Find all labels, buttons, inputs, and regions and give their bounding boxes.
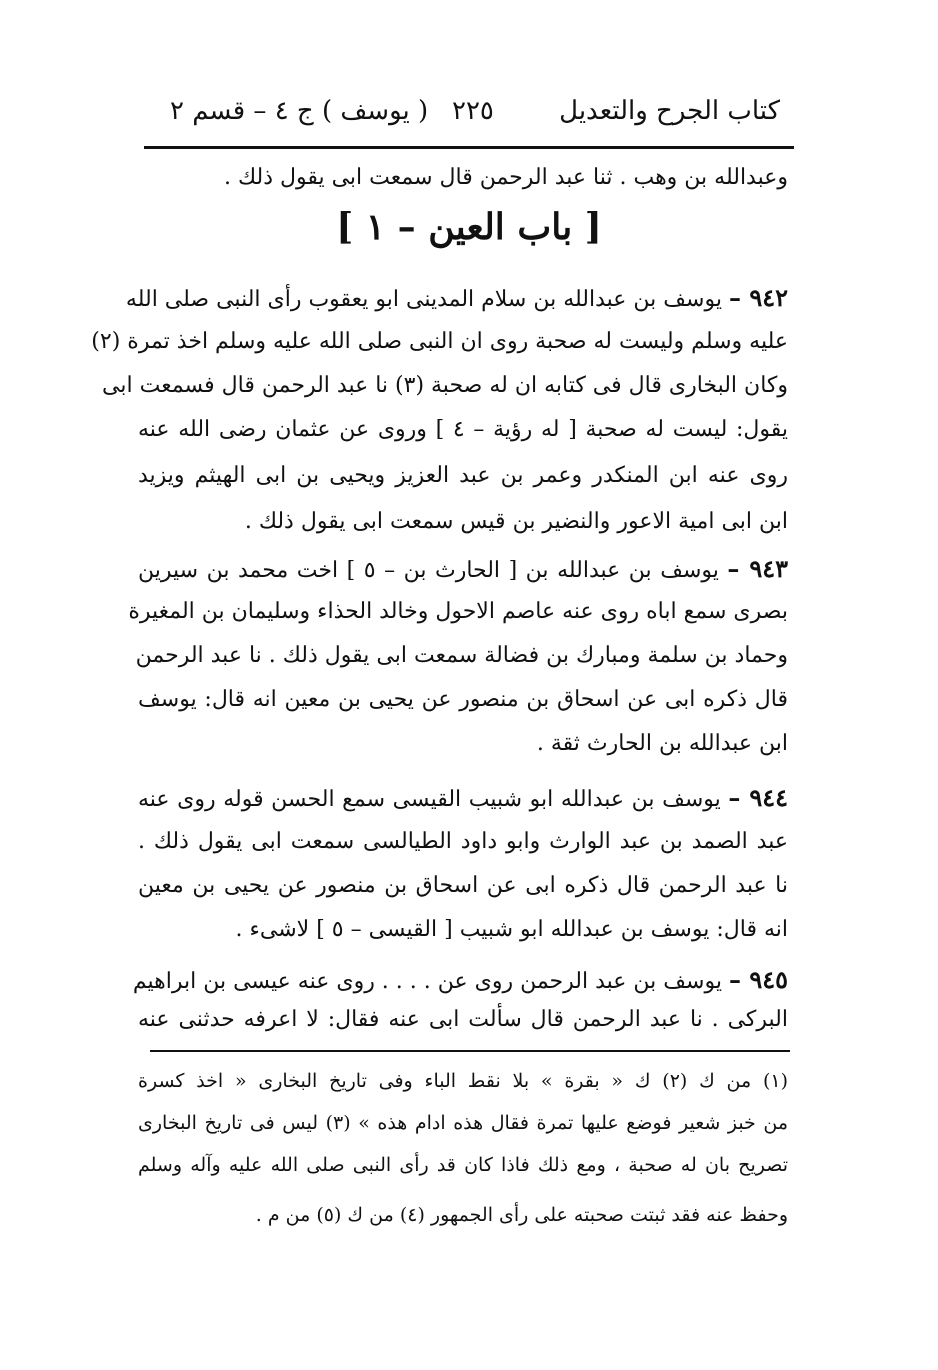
- entry-942-line-4: يقول: ليست له صحبة [ له رؤية – ٤ ] وروى عن عثمان رضى الله عنه: [138, 417, 788, 442]
- section-heading: [ باب العين – ١ ]: [336, 206, 602, 248]
- running-header: [140, 92, 800, 142]
- entry-number: ٩٤٣ –: [727, 554, 788, 583]
- entry-944-line-4: انه قال: يوسف بن عبدالله ابو شبيب [ القيسى – ٥ ] لاشىء .: [235, 917, 788, 942]
- entry-942-line-1: ٩٤٢ – يوسف بن عبدالله بن سلام المدينى ابو يعقوب رأى النبى صلى الله: [125, 283, 788, 312]
- footnote-line-1: (١) من ك (٢) ك « بقرة » بلا نقط الباء وفى تاريخ البخارى « اخذ كسرة: [138, 1070, 788, 1092]
- entry-942-line-6: ابن ابى امية الاعور والنضير بن قيس سمعت ابى يقول ذلك .: [244, 509, 788, 534]
- entry-944-line-2: عبد الصمد بن عبد الوارث وابو داود الطيالسى سمعت ابى يقول ذلك .: [138, 829, 788, 854]
- entry-943-line-5: ابن عبدالله بن الحارث ثقة .: [536, 731, 788, 756]
- footnote-rule: [150, 1050, 790, 1052]
- entry-943-line-2: بصرى سمع اباه روى عنه عاصم الاحول وخالد الحذاء وسليمان بن المغيرة: [128, 599, 788, 624]
- header-rule: [144, 146, 794, 149]
- entry-number: ٩٤٤ –: [728, 783, 788, 812]
- entry-943-line-4: قال ذكره ابى عن اسحاق بن منصور عن يحيى بن معين انه قال: يوسف: [138, 687, 788, 712]
- footnote-line-4: وحفظ عنه فقد ثبتت صحبته على رأى الجمهور (٤) من ك (٥) من م .: [255, 1204, 788, 1226]
- page-number: ٢٢٥: [452, 96, 494, 126]
- entry-number: ٩٤٥ –: [728, 965, 788, 994]
- entry-942-line-2: عليه وسلم وليست له صحبة روى ان النبى صلى الله عليه وسلم اخذ تمرة (٢): [91, 329, 788, 354]
- footnote-line-3: تصريح بان له صحبة ، ومع ذلك فاذا كان قد رأى النبى صلى الله عليه وآله وسلم: [138, 1154, 788, 1176]
- entry-number: ٩٤٢ –: [728, 283, 788, 312]
- intro-line: وعبدالله بن وهب . ثنا عبد الرحمن قال سمعت ابى يقول ذلك .: [223, 165, 788, 190]
- entry-944-line-3: نا عبد الرحمن قال ذكره ابى عن اسحاق بن منصور عن يحيى بن معين: [138, 873, 788, 898]
- entry-945-line-1: ٩٤٥ – يوسف بن عبد الرحمن روى عن . . . . روى عنه عيسى بن ابراهيم: [132, 965, 788, 994]
- entry-943-line-3: وحماد بن سلمة ومبارك بن فضالة سمعت ابى يقول ذلك . نا عبد الرحمن: [135, 643, 788, 668]
- book-title: كتاب الجرح والتعديل: [559, 96, 780, 126]
- entry-942-line-3: وكان البخارى قال فى كتابه ان له صحبة (٣) نا عبد الرحمن قال فسمعت ابى: [102, 373, 788, 398]
- footnote-line-2: من خبز شعير فوضع عليها تمرة فقال هذه ادام هذه » (٣) ليس فى تاريخ البخارى: [138, 1112, 788, 1134]
- entry-943-line-1: ٩٤٣ – يوسف بن عبدالله بن [ الحارث بن – ٥ ] اخت محمد بن سيرين: [138, 554, 788, 583]
- entry-944-line-1: ٩٤٤ – يوسف بن عبدالله ابو شبيب القيسى سمع الحسن قوله روى عنه: [138, 783, 788, 812]
- entry-942-line-5: روى عنه ابن المنكدر وعمر بن عبد العزيز ويحيى بن ابى الهيثم ويزيد: [138, 463, 788, 488]
- entry-945-line-2: البركى . نا عبد الرحمن قال سألت ابى عنه فقال: لا اعرفه حدثنى عنه: [138, 1007, 788, 1032]
- volume-info: ( يوسف ) ج ٤ – قسم ٢: [170, 96, 429, 126]
